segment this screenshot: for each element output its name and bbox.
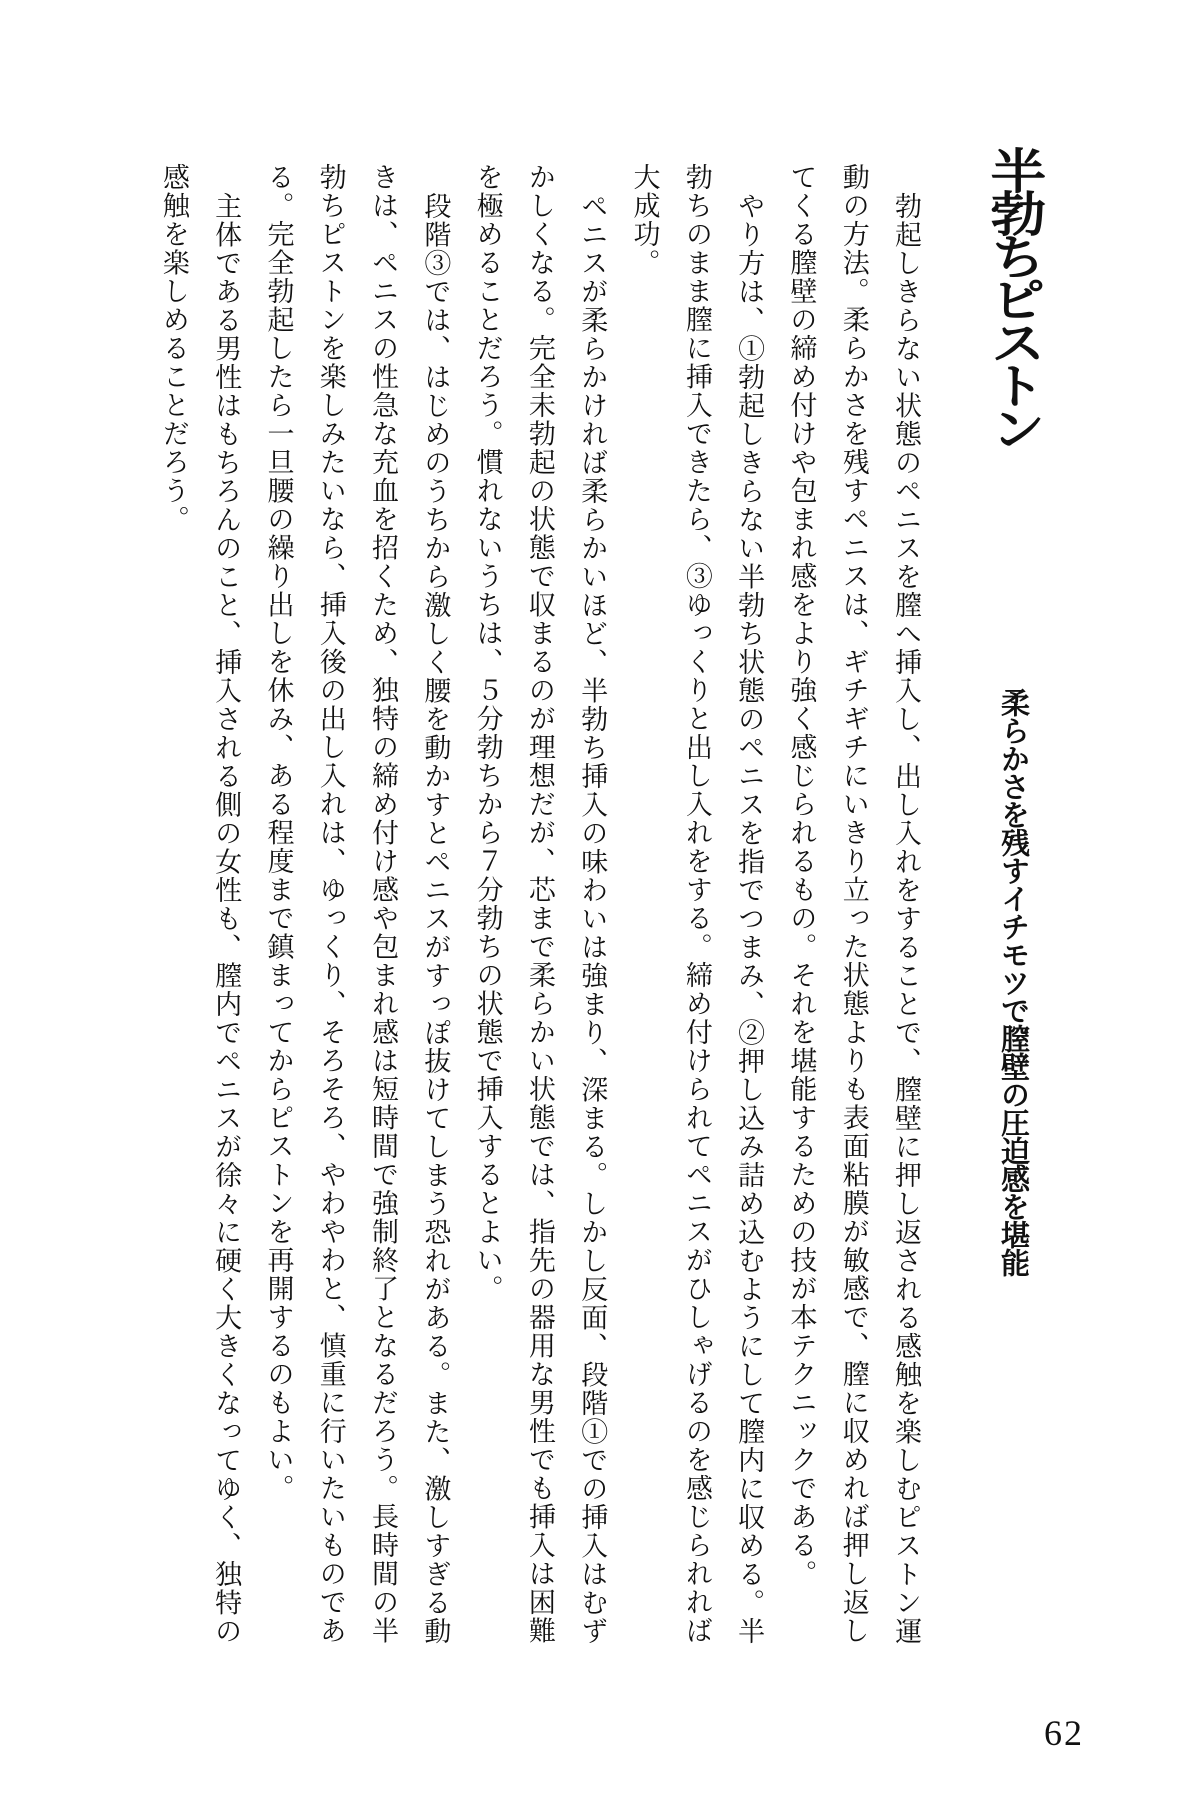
- chapter-subtitle: 柔らかさを残すイチモツで膣壁の圧迫感を堪能: [997, 688, 1029, 1276]
- paragraph-3: ペニスが柔らかければ柔らかいほど、半勃ち挿入の味わいは強まり、深まる。しかし反面、段階①での挿入はむずかしくなる。完全未勃起の状態で収まるのが理想だが、芯まで柔らかい状態では、指先の器用な男性でも挿入は困難を極めることだろう。慣れないうちは、５分勃ちから７分勃ちの状態で挿入するとよい。: [472, 163, 608, 1645]
- body-text: [147, 163, 932, 1653]
- paragraph-4: 段階③では、はじめのうちから激しく腰を動かすとペニスがすっぽ抜けてしまう恐れがある。また、激しすぎる動きは、ペニスの性急な充血を招くため、独特の締め付け感や包まれ感は短時間で強制終了となるだろう。長時間の半勃ちピストンを楽しみたいなら、挿入後の出し入れは、ゆっくり、そろそろ、やわやわと、慎重に行いたいものである。完全勃起したら一旦腰の繰り出しを休み、ある程度まで鎮まってからピストンを再開するのもよい。: [263, 163, 451, 1645]
- paragraph-2: やり方は、①勃起しきらない半勃ち状態のペニスを指でつまみ、②押し込み詰め込むようにして膣内に収める。半勃ちのまま膣に挿入できたら、③ゆっくりと出し入れをする。締め付けられてペニスがひしゃげるのを感じられれば大成功。: [629, 163, 765, 1645]
- chapter-title: 半勃ちピストン: [981, 146, 1044, 447]
- paragraph-5: 主体である男性はもちろんのこと、挿入される側の女性も、膣内でペニスが徐々に硬く大きくなってゆく、独特の感触を楽しめることだろう。: [158, 163, 242, 1645]
- paragraph-1: 勃起しきらない状態のペニスを膣へ挿入し、出し入れをすることで、膣壁に押し返される感触を楽しむピストン運動の方法。柔らかさを残すペニスは、ギチギチにいきり立った状態よりも表面粘膜が敏感で、膣に収めれば押し返してくる膣壁の締め付けや包まれ感をより強く感じられるもの。それを堪能するための技が本テクニックである。: [786, 163, 921, 1645]
- page-number: 62: [1044, 1713, 1084, 1753]
